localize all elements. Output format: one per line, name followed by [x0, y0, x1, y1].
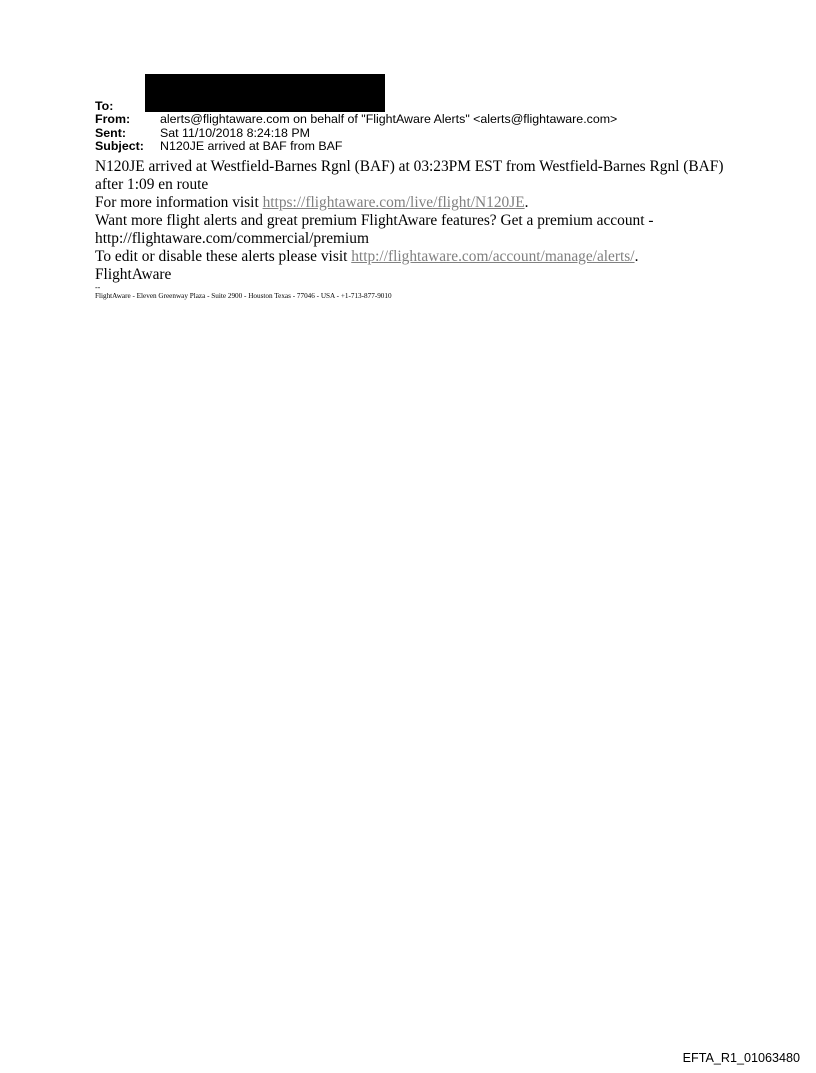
header-from-row [95, 113, 775, 126]
arrival-message: N120JE arrived at Westfield-Barnes Rgnl (BAF) at 03:23PM EST from Westfield-Barnes Rgnl (BAF) after 1:09 en route [95, 158, 724, 193]
more-info-suffix: . [524, 194, 529, 211]
footer-separator: -- [95, 283, 101, 292]
header-sent-label: Sent: [95, 125, 126, 140]
flight-info-link[interactable]: https://flightaware.com/live/flight/N120JE [262, 194, 525, 211]
edit-alerts-paragraph [95, 248, 735, 266]
premium-promo-paragraph: Want more flight alerts and great premium FlightAware features? Get a premium account - http://flightaware.com/commercial/premium [95, 212, 654, 247]
header-sent-row [95, 127, 775, 140]
header-to-row [95, 100, 775, 113]
header-subject-label: Subject: [95, 139, 144, 154]
more-info-prefix: For more information visit [95, 194, 263, 211]
edit-alerts-prefix: To edit or disable these alerts please visit [95, 248, 352, 265]
header-subject-row [95, 140, 775, 153]
header-from-label: From: [95, 112, 131, 127]
header-to-value [160, 100, 775, 113]
email-body [95, 158, 735, 301]
signature: FlightAware [95, 266, 172, 283]
manage-alerts-link[interactable]: http://flightaware.com/account/manage/alerts/ [351, 248, 635, 265]
more-info-paragraph [95, 194, 735, 212]
header-sent-value: Sat 11/10/2018 8:24:18 PM [160, 125, 310, 140]
email-headers [95, 100, 775, 154]
footer-address: FlightAware - Eleven Greenway Plaza - Suite 2900 - Houston Texas - 77046 - USA - +1-713-877-9010 [95, 292, 392, 300]
header-subject-value: N120JE arrived at BAF from BAF [160, 139, 343, 154]
header-from-value: alerts@flightaware.com on behalf of "FlightAware Alerts" <alerts@flightaware.com> [160, 112, 618, 127]
document-id: EFTA_R1_01063480 [682, 1051, 800, 1065]
header-to-label: To: [95, 99, 114, 113]
edit-alerts-suffix: . [634, 248, 639, 265]
